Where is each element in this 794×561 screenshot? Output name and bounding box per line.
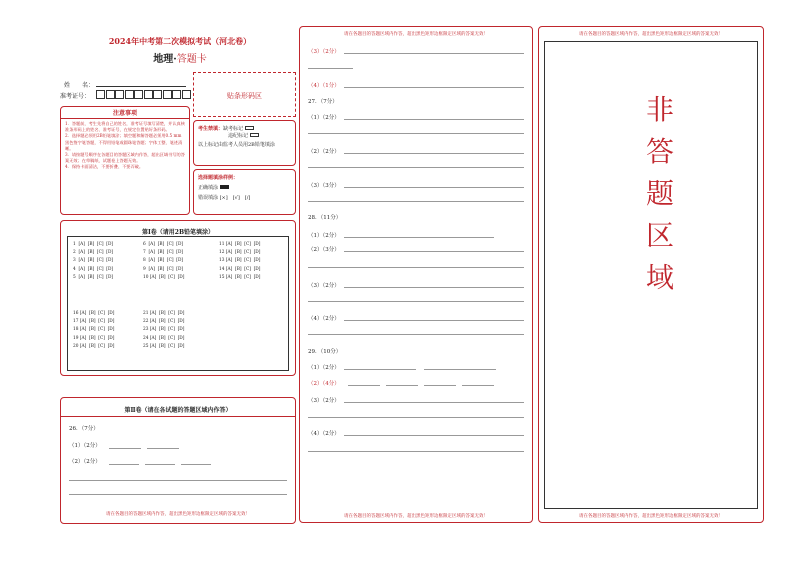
answer-line[interactable] bbox=[344, 237, 494, 238]
choice-group-1[interactable]: 1 [A] [B] [C] [D] 2 [A] [B] [C] [D] 3 [A] [B] [C] [D] 4 [A] [B] [C] [D] 5 [A] [B] [C] [D] bbox=[73, 242, 114, 280]
fill-sample-box bbox=[193, 169, 296, 215]
choice-group-2[interactable]: 6 [A] [B] [C] [D] 7 [A] [B] [C] [D] 8 [A] [B] [C] [D] 9 [A] [B] [C] [D] 10 [A] [B] [C] [D] bbox=[143, 242, 185, 280]
part2-box bbox=[60, 397, 296, 524]
answer-card-label: 答题卡 bbox=[176, 54, 207, 65]
q28-2-label: （2）（3分） bbox=[308, 247, 340, 253]
name-field[interactable] bbox=[96, 86, 186, 87]
answer-line[interactable] bbox=[308, 301, 524, 302]
answer-line[interactable] bbox=[344, 187, 524, 188]
card-subtitle bbox=[60, 50, 300, 65]
boundary-warning: 请在各题目的答题区域内作答，超出黑色矩形边框限定区域的答案无效！ bbox=[344, 514, 488, 519]
answer-line[interactable] bbox=[344, 369, 416, 370]
answer-line[interactable] bbox=[344, 435, 524, 436]
q3-label: （3）（2分） bbox=[308, 49, 340, 55]
part2-title: 第Ⅱ卷（请在各试题的答题区域内作答） bbox=[124, 407, 232, 414]
answer-line[interactable] bbox=[348, 385, 380, 386]
violation-label: 违纪标记 bbox=[228, 133, 249, 139]
q27-2-label: （2）（2分） bbox=[308, 149, 340, 155]
answer-line[interactable] bbox=[344, 287, 524, 288]
non-answer-char: 区 bbox=[645, 219, 674, 252]
answer-line[interactable] bbox=[344, 153, 524, 154]
answer-line[interactable] bbox=[109, 464, 139, 465]
q28-title: 28．（11分） bbox=[308, 215, 342, 221]
answer-line[interactable] bbox=[69, 494, 287, 495]
barcode-label: 贴条形码区 bbox=[227, 92, 262, 100]
boundary-warning: 请在各题目的答题区域内作答，超出黑色矩形边框限定区域的答案无效！ bbox=[344, 32, 488, 37]
answer-line[interactable] bbox=[147, 448, 179, 449]
non-answer-char: 答 bbox=[645, 135, 674, 168]
q28-3-label: （3）（2分） bbox=[308, 283, 340, 289]
answer-line[interactable] bbox=[344, 320, 524, 321]
answer-line[interactable] bbox=[386, 385, 418, 386]
non-answer-char: 非 bbox=[645, 93, 674, 126]
q29-1-label: （1）（2分） bbox=[308, 365, 340, 371]
non-answer-char: 题 bbox=[645, 177, 674, 210]
q26-2-label: （2）（2分） bbox=[69, 459, 101, 465]
q28-4-label: （4）（2分） bbox=[308, 316, 340, 322]
supervisor-note: 以上标记由监考人员用2B铅笔填涂 bbox=[198, 142, 275, 148]
exam-title: 2024年中考第二次模拟考试（河北卷） bbox=[108, 36, 252, 46]
boundary-warning: 请在各题目的答题区域内作答，超出黑色矩形边框限定区域的答案无效！ bbox=[579, 514, 723, 519]
answer-line[interactable] bbox=[308, 167, 524, 168]
q26-title: 26．（7分） bbox=[69, 426, 99, 432]
answer-line[interactable] bbox=[308, 417, 524, 418]
answer-line[interactable] bbox=[145, 464, 175, 465]
part1-title: 第Ⅰ卷（请用2B铅笔填涂） bbox=[141, 229, 215, 236]
answer-line[interactable] bbox=[308, 267, 524, 268]
q29-2-label: （2）（4分） bbox=[308, 381, 340, 387]
boundary-warning: 请在各题目的答题区域内作答，超出黑色矩形边框限定区域的答案无效！ bbox=[106, 512, 250, 517]
name-label: 姓 名： bbox=[64, 82, 95, 89]
answer-line[interactable] bbox=[344, 251, 524, 252]
non-answer-char: 域 bbox=[645, 261, 674, 294]
subject-label: 地理· bbox=[153, 54, 177, 65]
boundary-warning: 请在各题目的答题区域内作答，超出黑色矩形边框限定区域的答案无效！ bbox=[579, 32, 723, 37]
correct-fill-mark bbox=[220, 185, 229, 189]
notice-title: 注意事项 bbox=[61, 107, 189, 119]
choice-group-5[interactable]: 21 [A] [B] [C] [D] 22 [A] [B] [C] [D] 23 [A] [B] [C] [D] 24 [A] [B] [C] [D] 25 [A] [B] [C] [D] bbox=[143, 311, 185, 349]
answer-line[interactable] bbox=[308, 334, 524, 335]
student-notice-box bbox=[193, 120, 296, 166]
notice-item: 3．请按题号顺序在各题目的答题区域内作答，超出区域书写的答案无效；在草稿纸、试题卷上答题无效。 bbox=[65, 152, 185, 164]
answer-line[interactable] bbox=[344, 53, 524, 54]
answer-line[interactable] bbox=[308, 201, 524, 202]
answer-line[interactable] bbox=[344, 119, 524, 120]
answer-line[interactable] bbox=[308, 68, 353, 69]
q27-3-label: （3）（3分） bbox=[308, 183, 340, 189]
notice-item: 1．答题前，考生先将自己的姓名，准考证号填写清楚，并认真核准条形码上的姓名、准考证号，在规定位置贴好条形码。 bbox=[65, 121, 185, 133]
absent-checkbox[interactable] bbox=[245, 126, 254, 130]
q27-1-label: （1）（2分） bbox=[308, 115, 340, 121]
answer-line[interactable] bbox=[181, 464, 211, 465]
answer-line[interactable] bbox=[424, 385, 456, 386]
notice-item: 2．选择题必须用2B铅笔填涂；填空题和解答题必须用0.5 mm黑色签字笔答题，不得用铅笔或圆珠笔答题；字体工整、笔迹清晰。 bbox=[65, 133, 183, 151]
barcode-area bbox=[193, 72, 296, 117]
absent-label: 缺考标记 bbox=[223, 126, 244, 132]
answer-line[interactable] bbox=[69, 480, 287, 481]
answer-line[interactable] bbox=[344, 87, 524, 88]
part1-box bbox=[60, 220, 296, 376]
answer-line[interactable] bbox=[109, 448, 141, 449]
violation-checkbox[interactable] bbox=[250, 133, 259, 137]
ticket-number-boxes[interactable] bbox=[96, 90, 191, 99]
choice-group-4[interactable]: 16 [A] [B] [C] [D] 17 [A] [B] [C] [D] 18 [A] [B] [C] [D] 19 [A] [B] [C] [D] 20 [A] [B] [C] [D] bbox=[73, 311, 115, 349]
notice-box bbox=[60, 106, 190, 215]
q28-1-label: （1）（2分） bbox=[308, 233, 340, 239]
ticket-label: 准考证号： bbox=[60, 93, 91, 100]
wrong-fill-label: 错误填涂 bbox=[198, 195, 219, 201]
q29-4-label: （4）（2分） bbox=[308, 431, 340, 437]
correct-fill-label: 正确填涂 bbox=[198, 185, 219, 191]
answer-line[interactable] bbox=[344, 402, 524, 403]
answer-column-2 bbox=[299, 26, 533, 523]
answer-line[interactable] bbox=[308, 451, 524, 452]
q27-title: 27．（7分） bbox=[308, 99, 338, 105]
q4-label: （4）（1分） bbox=[308, 83, 340, 89]
answer-line[interactable] bbox=[462, 385, 494, 386]
q26-1-label: （1）（2分） bbox=[69, 443, 101, 449]
student-notice-label: 考生禁填： bbox=[198, 126, 224, 132]
fill-sample-title: 选择题填涂样例： bbox=[198, 175, 239, 181]
wrong-fill-marks: [×] [√] [/] bbox=[219, 195, 251, 201]
q29-title: 29．（10分） bbox=[308, 349, 342, 355]
notice-item: 4．保持卡面清洁，不要折叠、不要弄破。 bbox=[65, 164, 144, 170]
answer-line[interactable] bbox=[424, 369, 496, 370]
answer-line[interactable] bbox=[308, 133, 524, 134]
q29-3-label: （3）（2分） bbox=[308, 398, 340, 404]
choice-group-3[interactable]: 11 [A] [B] [C] [D] 12 [A] [B] [C] [D] 13 [A] [B] [C] [D] 14 [A] [B] [C] [D] 15 [A] [B] [C] [D] bbox=[219, 242, 261, 280]
